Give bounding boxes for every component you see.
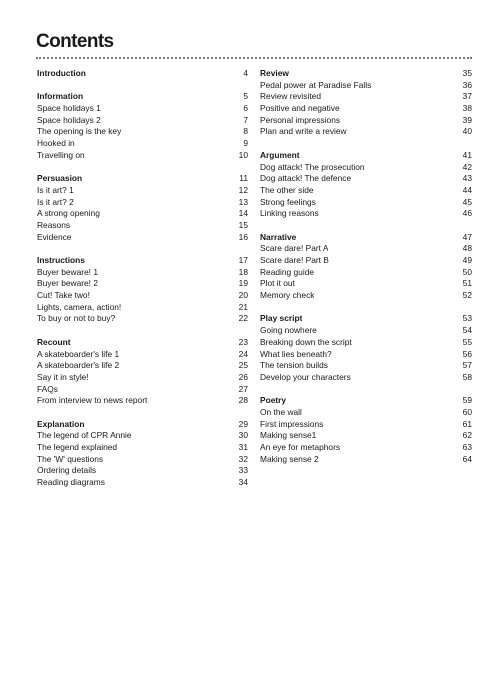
toc-entry-label: Cut! Take two! — [37, 290, 90, 301]
page-number: 26 — [238, 371, 248, 382]
toc-entry-label: Plot it out — [260, 278, 295, 289]
page-number: 41 — [462, 149, 472, 160]
toc-entry-label: Dog attack! The defence — [260, 173, 352, 184]
toc-entry-label: Space holidays 1 — [37, 103, 101, 114]
toc-entry[interactable] — [260, 430, 472, 442]
page-number: 37 — [462, 91, 472, 102]
page-number: 46 — [462, 208, 472, 219]
toc-entry[interactable] — [37, 150, 248, 162]
toc-entry[interactable] — [260, 80, 472, 92]
page-number: 47 — [462, 231, 472, 242]
toc-entry[interactable] — [260, 185, 472, 197]
page-number: 53 — [462, 313, 472, 324]
toc-entry-label: Review revisited — [260, 91, 321, 102]
toc-section — [37, 68, 248, 80]
section-heading-label: Recount — [37, 336, 71, 347]
toc-entry-label: The 'W' questions — [37, 453, 104, 464]
page-number: 29 — [238, 418, 248, 429]
page-number: 43 — [462, 173, 472, 184]
toc-entry[interactable] — [260, 103, 472, 115]
page-number: 18 — [238, 266, 248, 277]
toc-entry-label: Travelling on — [37, 149, 85, 160]
toc-entry-label: To buy or not to buy? — [37, 313, 116, 324]
page-number: 60 — [462, 406, 472, 417]
toc-entry[interactable] — [260, 255, 472, 267]
toc-section — [260, 395, 472, 465]
page-number: 62 — [462, 430, 472, 441]
page-number: 45 — [462, 196, 472, 207]
toc-section — [260, 313, 472, 383]
toc-entry[interactable] — [260, 162, 472, 174]
toc-entry-label: What lies beneath? — [260, 348, 332, 359]
toc-entry[interactable] — [37, 220, 248, 232]
toc-entry-label: Plan and write a review — [260, 126, 347, 137]
toc-entry[interactable] — [37, 126, 248, 138]
section-heading[interactable] — [260, 395, 472, 407]
toc-entry-label: Dog attack! The prosecution — [260, 161, 365, 172]
toc-entry[interactable] — [260, 442, 472, 454]
toc-entry[interactable] — [260, 267, 472, 279]
page-number: 24 — [238, 348, 248, 359]
toc-entry[interactable] — [260, 173, 472, 185]
toc-entry[interactable] — [260, 419, 472, 431]
toc-entry-label: Memory check — [260, 290, 315, 301]
toc-entry[interactable] — [37, 349, 248, 361]
page-number: 32 — [238, 453, 248, 464]
page-number: 59 — [462, 395, 472, 406]
page-number: 14 — [238, 208, 248, 219]
toc-entry-label: The legend of CPR Annie — [37, 430, 132, 441]
page-number: 36 — [462, 79, 472, 90]
toc-entry[interactable] — [37, 208, 248, 220]
toc-entry[interactable] — [37, 232, 248, 244]
toc-entry[interactable] — [37, 372, 248, 384]
page-number: 39 — [462, 114, 472, 125]
toc-entry-label: A skateboarder's life 1 — [37, 348, 120, 359]
page-number: 40 — [462, 126, 472, 137]
toc-entry-label: Buyer beware! 1 — [37, 266, 98, 277]
toc-entry[interactable] — [260, 360, 472, 372]
section-heading-label: Explanation — [37, 418, 85, 429]
page-number: 5 — [243, 91, 248, 102]
page-number: 57 — [462, 360, 472, 371]
toc-entry-label: First impressions — [260, 418, 324, 429]
section-heading-label: Persuasion — [37, 173, 83, 184]
right-column — [260, 68, 472, 477]
toc-entry[interactable] — [37, 197, 248, 209]
page-number: 23 — [238, 336, 248, 347]
toc-entry[interactable] — [37, 138, 248, 150]
toc-section — [37, 337, 248, 407]
page-number: 8 — [243, 126, 248, 137]
toc-entry[interactable] — [260, 290, 472, 302]
page-number: 27 — [238, 383, 248, 394]
toc-entry-label: The legend explained — [37, 442, 118, 452]
toc-entry-label: Buyer beware! 2 — [37, 278, 98, 289]
section-heading[interactable] — [260, 68, 472, 80]
page-number: 17 — [238, 255, 248, 265]
toc-section — [260, 68, 472, 138]
section-heading-label: Play script — [260, 313, 303, 324]
page-number: 48 — [462, 243, 472, 254]
toc-section — [37, 419, 248, 489]
toc-entry-label: Scare dare! Part B — [260, 255, 329, 265]
toc-entry-label: Going nowhere — [260, 325, 317, 336]
page-number: 12 — [238, 184, 248, 195]
toc-entry[interactable] — [37, 454, 248, 466]
section-heading-label: Poetry — [260, 395, 287, 406]
toc-entry[interactable] — [37, 278, 248, 290]
section-heading-label: Argument — [260, 149, 300, 160]
toc-entry[interactable] — [260, 115, 472, 127]
page-number: 7 — [243, 114, 248, 125]
section-heading[interactable] — [37, 173, 248, 185]
toc-entry[interactable] — [37, 313, 248, 325]
toc-entry[interactable] — [260, 349, 472, 361]
page-number: 63 — [462, 442, 472, 452]
page-number: 44 — [462, 184, 472, 195]
toc-entry[interactable] — [37, 290, 248, 302]
page-number: 4 — [243, 68, 248, 78]
toc-entry[interactable] — [260, 197, 472, 209]
section-heading-label: Information — [37, 91, 84, 102]
toc-entry[interactable] — [37, 360, 248, 372]
toc-section — [37, 173, 248, 243]
toc-entry[interactable] — [260, 278, 472, 290]
section-heading[interactable] — [37, 68, 248, 80]
toc-entry-label: The tension builds — [260, 360, 328, 371]
page-number: 61 — [462, 418, 472, 429]
section-heading-label: Introduction — [37, 68, 86, 78]
toc-entry-label: An eye for metaphors — [260, 442, 341, 452]
toc-entry-label: Lights, camera, action! — [37, 301, 122, 312]
page-number: 9 — [243, 138, 248, 149]
page-number: 49 — [462, 255, 472, 265]
toc-entry[interactable] — [37, 267, 248, 279]
toc-entry-label: Personal impressions — [260, 114, 341, 125]
toc-entry[interactable] — [37, 115, 248, 127]
toc-entry-label: Space holidays 2 — [37, 114, 101, 125]
section-heading-label: Instructions — [37, 255, 85, 265]
page-number: 22 — [238, 313, 248, 324]
toc-entry[interactable] — [260, 454, 472, 466]
toc-entry-label: A skateboarder's life 2 — [37, 360, 120, 371]
toc-section — [37, 255, 248, 325]
toc-entry-label: The other side — [260, 184, 314, 195]
page-number: 56 — [462, 348, 472, 359]
page-number: 33 — [238, 465, 248, 476]
page-number: 50 — [462, 266, 472, 277]
toc-entry[interactable] — [260, 337, 472, 349]
toc-entry-label: Making sense 2 — [260, 453, 319, 464]
page-number: 21 — [238, 301, 248, 312]
page-number: 30 — [238, 430, 248, 441]
toc-entry[interactable] — [37, 430, 248, 442]
page-number: 42 — [462, 161, 472, 172]
toc-entry-label: Reading diagrams — [37, 477, 105, 488]
toc-entry-label: Linking reasons — [260, 208, 319, 219]
section-heading[interactable] — [260, 150, 472, 162]
section-heading-label: Review — [260, 68, 289, 78]
toc-section — [260, 232, 472, 302]
toc-entry-label: FAQs — [37, 383, 58, 394]
toc-entry[interactable] — [37, 302, 248, 314]
page-number: 10 — [238, 149, 248, 160]
toc-entry-label: On the wall — [260, 406, 302, 417]
dotted-divider — [36, 57, 472, 59]
left-column — [37, 68, 248, 500]
section-heading-label: Narrative — [260, 231, 297, 242]
section-heading[interactable] — [37, 255, 248, 267]
page-number: 38 — [462, 103, 472, 114]
toc-entry-label: Making sense1 — [260, 430, 317, 441]
page-number: 15 — [238, 219, 248, 230]
section-heading[interactable] — [37, 91, 248, 103]
toc-entry-label: Is it art? 1 — [37, 184, 74, 195]
toc-entry[interactable] — [37, 185, 248, 197]
page-number: 52 — [462, 290, 472, 301]
page-number: 6 — [243, 103, 248, 114]
toc-entry[interactable] — [260, 91, 472, 103]
toc-entry[interactable] — [260, 208, 472, 220]
toc-entry-label: Say it in style! — [37, 371, 89, 382]
toc-section — [37, 91, 248, 161]
toc-entry[interactable] — [260, 372, 472, 384]
toc-entry-label: From interview to news report — [37, 395, 148, 406]
toc-entry[interactable] — [37, 384, 248, 396]
toc-entry-label: Reading guide — [260, 266, 315, 277]
page-number: 51 — [462, 278, 472, 289]
toc-entry[interactable] — [260, 126, 472, 138]
page-number: 20 — [238, 290, 248, 301]
section-heading[interactable] — [260, 313, 472, 325]
toc-entry-label: Pedal power at Paradise Falls — [260, 79, 372, 90]
page-number: 31 — [238, 442, 248, 452]
page-number: 58 — [462, 371, 472, 382]
page-number: 55 — [462, 336, 472, 347]
toc-entry[interactable] — [260, 325, 472, 337]
page-number: 28 — [238, 395, 248, 406]
section-heading[interactable] — [37, 419, 248, 431]
toc-entry[interactable] — [260, 407, 472, 419]
page-number: 19 — [238, 278, 248, 289]
toc-entry[interactable] — [260, 243, 472, 255]
page-number: 13 — [238, 196, 248, 207]
page-number: 16 — [238, 231, 248, 242]
toc-entry-label: Is it art? 2 — [37, 196, 74, 207]
toc-entry-label: Hooked in — [37, 138, 75, 149]
toc-entry-label: Scare dare! Part A — [260, 243, 329, 254]
page-title: Contents — [36, 31, 114, 52]
section-heading[interactable] — [37, 337, 248, 349]
page-number: 35 — [462, 68, 472, 78]
toc-entry-label: Positive and negative — [260, 103, 340, 114]
toc-entry-label: A strong opening — [37, 208, 100, 219]
toc-entry-label: The opening is the key — [37, 126, 122, 137]
toc-entry-label: Reasons — [37, 219, 71, 230]
toc-entry[interactable] — [37, 103, 248, 115]
toc-entry-label: Breaking down the script — [260, 336, 352, 347]
toc-entry-label: Develop your characters — [260, 371, 351, 382]
toc-entry[interactable] — [37, 395, 248, 407]
page-number: 54 — [462, 325, 472, 336]
toc-entry-label: Evidence — [37, 231, 72, 242]
page-number: 11 — [239, 173, 248, 184]
toc-entry-label: Strong feelings — [260, 196, 316, 207]
toc-section — [260, 150, 472, 220]
section-heading[interactable] — [260, 232, 472, 244]
page-number: 64 — [462, 453, 472, 464]
page-number: 34 — [238, 477, 248, 488]
toc-entry-label: Ordering details — [37, 465, 97, 476]
page-number: 25 — [238, 360, 248, 371]
toc-entry[interactable] — [37, 465, 248, 477]
toc-entry[interactable] — [37, 477, 248, 489]
toc-entry[interactable] — [37, 442, 248, 454]
